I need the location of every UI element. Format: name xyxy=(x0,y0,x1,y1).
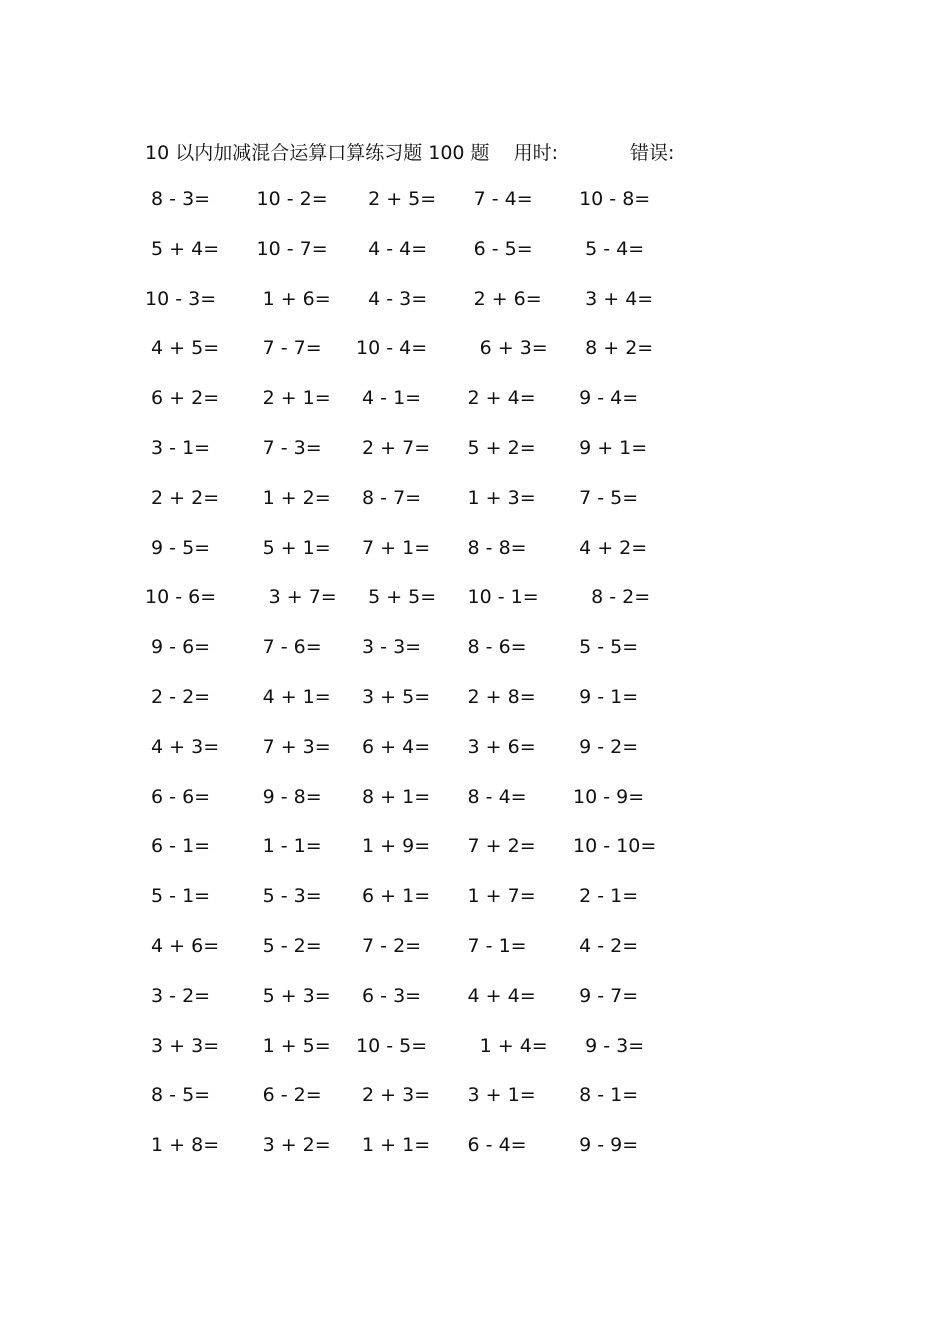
math-problem: 2 + 7= xyxy=(356,436,431,459)
problem-row xyxy=(145,434,675,484)
problem-row xyxy=(145,982,675,1032)
math-problem: 1 - 1= xyxy=(250,835,322,858)
math-problem: 7 + 2= xyxy=(461,835,536,858)
math-problem: 6 - 3= xyxy=(356,984,422,1007)
math-problem: 9 - 5= xyxy=(145,536,211,559)
math-problem: 9 - 9= xyxy=(567,1134,639,1157)
math-problem: 1 + 1= xyxy=(356,1134,431,1157)
worksheet-title: 10 以内加减混合运算口算练习题 100 题 xyxy=(145,141,490,164)
math-problem: 6 - 4= xyxy=(461,1134,527,1157)
math-problem: 4 + 1= xyxy=(250,685,331,708)
math-problem: 5 + 3= xyxy=(250,984,331,1007)
math-problem: 5 + 4= xyxy=(145,237,220,260)
math-problem: 10 - 7= xyxy=(250,237,328,260)
problem-row xyxy=(145,1131,675,1181)
math-problem: 5 - 5= xyxy=(567,636,639,659)
math-problem: 1 + 3= xyxy=(461,486,536,509)
math-problem: 1 + 2= xyxy=(250,486,331,509)
math-problem: 5 + 2= xyxy=(461,436,536,459)
math-problem: 6 - 6= xyxy=(145,785,211,808)
math-problem: 7 + 3= xyxy=(250,735,331,758)
problem-row xyxy=(145,285,675,335)
math-problem: 9 - 8= xyxy=(250,785,322,808)
math-problem: 4 + 5= xyxy=(145,337,220,360)
math-problem: 7 - 1= xyxy=(461,934,527,957)
math-problem: 4 + 6= xyxy=(145,934,220,957)
problem-row xyxy=(145,384,675,434)
math-problem: 8 - 1= xyxy=(567,1084,639,1107)
math-problem: 6 + 1= xyxy=(356,885,431,908)
math-problem: 9 - 1= xyxy=(567,685,639,708)
problem-row xyxy=(145,534,675,584)
math-problem: 10 - 5= xyxy=(356,1034,428,1057)
math-problem: 1 + 4= xyxy=(461,1034,548,1057)
math-problem: 9 - 6= xyxy=(145,636,211,659)
math-problem: 1 + 8= xyxy=(145,1134,220,1157)
problem-row xyxy=(145,733,675,783)
problem-grid xyxy=(145,185,675,1181)
math-problem: 8 - 5= xyxy=(145,1084,211,1107)
math-problem: 4 + 2= xyxy=(567,536,648,559)
problem-row xyxy=(145,633,675,683)
time-used-label: 用时: xyxy=(513,141,558,164)
math-problem: 1 + 6= xyxy=(250,287,331,310)
problem-row xyxy=(145,583,675,633)
math-problem: 3 + 3= xyxy=(145,1034,220,1057)
math-problem: 9 - 4= xyxy=(567,387,639,410)
math-problem: 6 + 3= xyxy=(461,337,548,360)
math-problem: 7 - 4= xyxy=(461,188,533,210)
math-problem: 3 + 2= xyxy=(250,1134,331,1157)
math-problem: 8 - 7= xyxy=(356,486,422,509)
math-problem: 9 - 7= xyxy=(567,984,639,1007)
math-problem: 4 - 3= xyxy=(356,287,428,310)
math-problem: 2 + 8= xyxy=(461,685,536,708)
problem-row xyxy=(145,832,675,882)
math-problem: 10 - 4= xyxy=(356,337,428,360)
math-problem: 10 - 2= xyxy=(250,188,328,210)
math-problem: 3 + 5= xyxy=(356,685,431,708)
problem-row xyxy=(145,882,675,932)
math-problem: 2 + 5= xyxy=(356,188,437,210)
problem-row xyxy=(145,783,675,833)
math-problem: 5 - 4= xyxy=(567,237,645,260)
math-problem: 8 + 2= xyxy=(567,337,654,360)
math-problem: 4 - 1= xyxy=(356,387,422,410)
errors-label: 错误: xyxy=(629,141,675,164)
math-problem: 4 - 4= xyxy=(356,237,428,260)
math-problem: 5 + 5= xyxy=(356,586,437,609)
math-problem: 5 - 2= xyxy=(250,934,322,957)
math-problem: 6 - 5= xyxy=(461,237,533,260)
math-problem: 1 + 5= xyxy=(250,1034,331,1057)
math-problem: 6 + 4= xyxy=(356,735,431,758)
math-problem: 4 + 4= xyxy=(461,984,536,1007)
math-problem: 7 - 2= xyxy=(356,934,422,957)
math-problem: 7 - 3= xyxy=(250,436,322,459)
problem-row xyxy=(145,185,675,235)
problem-row xyxy=(145,334,675,384)
math-problem: 2 + 4= xyxy=(461,387,536,410)
problem-row xyxy=(145,683,675,733)
math-problem: 2 + 1= xyxy=(250,387,331,410)
math-problem: 9 - 3= xyxy=(567,1034,645,1057)
math-problem: 10 - 1= xyxy=(461,586,539,609)
math-problem: 2 + 6= xyxy=(461,287,542,310)
math-problem: 7 - 5= xyxy=(567,486,639,509)
math-problem: 3 - 3= xyxy=(356,636,422,659)
math-problem: 4 - 2= xyxy=(567,934,639,957)
math-problem: 9 - 2= xyxy=(567,735,639,758)
math-problem: 6 + 2= xyxy=(145,387,220,410)
math-problem: 10 - 6= xyxy=(145,586,217,609)
problem-row xyxy=(145,484,675,534)
math-problem: 3 - 2= xyxy=(145,984,211,1007)
math-problem: 5 + 1= xyxy=(250,536,331,559)
math-problem: 10 - 3= xyxy=(145,287,217,310)
math-problem: 10 - 10= xyxy=(567,835,657,858)
math-problem: 2 + 2= xyxy=(145,486,220,509)
math-problem: 8 - 4= xyxy=(461,785,527,808)
math-problem: 10 - 8= xyxy=(567,188,651,210)
math-problem: 1 + 9= xyxy=(356,835,431,858)
problem-row xyxy=(145,1081,675,1131)
math-problem: 2 - 1= xyxy=(567,885,639,908)
math-problem: 2 + 3= xyxy=(356,1084,431,1107)
math-problem: 7 - 6= xyxy=(250,636,322,659)
math-problem: 8 - 2= xyxy=(567,586,651,609)
math-problem: 3 + 7= xyxy=(250,586,337,609)
problem-row xyxy=(145,932,675,982)
math-problem: 7 - 7= xyxy=(250,337,322,360)
math-problem: 3 - 1= xyxy=(145,436,211,459)
math-problem: 5 - 3= xyxy=(250,885,322,908)
math-problem: 8 - 8= xyxy=(461,536,527,559)
math-problem: 7 + 1= xyxy=(356,536,431,559)
math-problem: 2 - 2= xyxy=(145,685,211,708)
math-problem: 10 - 9= xyxy=(567,785,645,808)
math-problem: 8 - 3= xyxy=(145,188,211,210)
math-problem: 8 - 6= xyxy=(461,636,527,659)
math-problem: 6 - 2= xyxy=(250,1084,322,1107)
math-problem: 5 - 1= xyxy=(145,885,211,908)
math-problem: 3 + 4= xyxy=(567,287,654,310)
math-problem: 9 + 1= xyxy=(567,436,648,459)
problem-row xyxy=(145,235,675,285)
problem-row xyxy=(145,1032,675,1082)
math-problem: 3 + 6= xyxy=(461,735,536,758)
math-problem: 6 - 1= xyxy=(145,835,211,858)
math-problem: 8 + 1= xyxy=(356,785,431,808)
math-problem: 3 + 1= xyxy=(461,1084,536,1107)
worksheet-header xyxy=(145,136,674,166)
math-problem: 4 + 3= xyxy=(145,735,220,758)
math-problem: 1 + 7= xyxy=(461,885,536,908)
